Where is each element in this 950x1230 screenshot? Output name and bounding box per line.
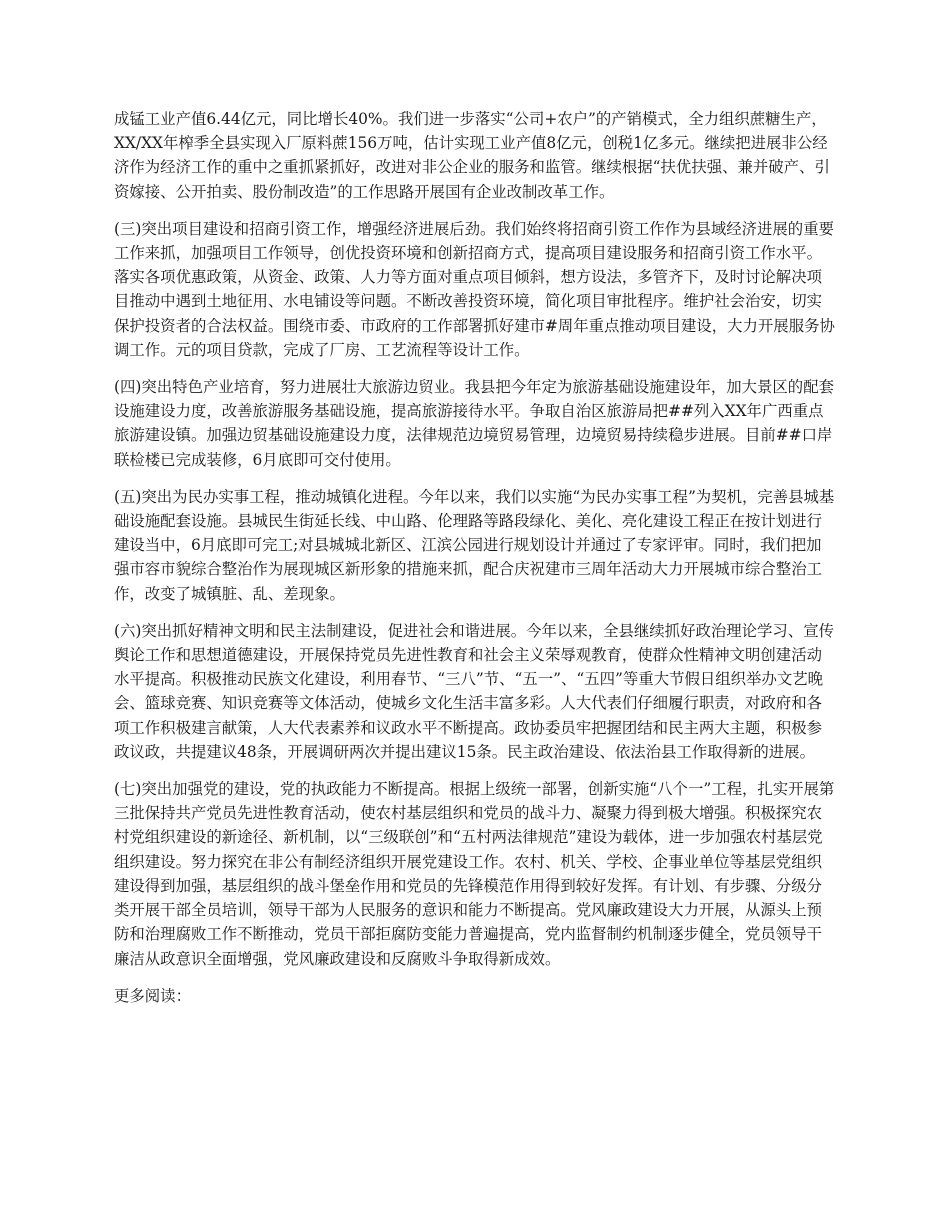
paragraph-industry: 成锰工业产值6.44亿元，同比增长40%。我们进一步落实“公司+农户”的产销模式，全力组织蔗糖生产，XX/XX年榨季全县实现入厂原料蔗156万吨，估计实现工业产值8亿元，创税1亿多元。继续把进展非公经济作为经济工作的重中之重抓紧抓好，改进对非公企业的服务和监管。继续根据“扶优扶强、兼并破产、引资嫁接、公开拍卖、股份制改造”的工作思路开展国有企业改制改革工作。 bbox=[114, 110, 830, 201]
paragraph-projects: (三)突出项目建设和招商引资工作，增强经济进展后劲。我们始终将招商引资工作作为县域经济进展的重要工作来抓，加强项目工作领导，创优投资环境和创新招商方式，提高项目建设服务和招商引资工作水平。落实各项优惠政策，从资金、政策、人力等方面对重点项目倾斜，想方设法，多管齐下，及时讨论解决项目推动中遇到土地征用、水电铺设等问题。不断改善投资环境，简化项目审批程序。维护社会治安，切实保护投资者的合法权益。围绕市委、市政府的工作部署抓好建市#周年重点推动项目建设，大力开展服务协调工作。元的项目贷款，完成了厂房、工艺流程等设计工作。 bbox=[114, 219, 835, 359]
paragraph-civilization: (六)突出抓好精神文明和民主法制建设，促进社会和谐进展。今年以来，全县继续抓好政治理论学习、宣传舆论工作和思想道德建设，开展保持党员先进性教育和社会主义荣辱观教育，使群众性精神文明创建活动水平提高。积极推动民族文化建设，利用春节、“三八”节、“五一”、“五四”等重大节假日组织举办文艺晚会、篮球竞赛、知识竞赛等文体活动，使城乡文化生活丰富多彩。人大代表们仔细履行职责，对政府和各项工作积极建言献策，人大代表素养和议政水平不断提高。政协委员牢把握团结和民主两大主题，积极参政议政，共提建议48条，开展调研两次并提出建议15条。民主政治建设、依法治县工作取得新的进展。 bbox=[114, 621, 834, 761]
paragraph-tourism: (四)突出特色产业培育，努力进展壮大旅游边贸业。我县把今年定为旅游基础设施建设年，加大景区的配套设施建设力度，改善旅游服务基础设施，提高旅游接待水平。争取自治区旅游局把##列入XX年广西重点旅游建设镇。加强边贸基础设施建设力度，法律规范边境贸易管理，边境贸易持续稳步进展。目前##口岸联检楼已完成装修，6月底即可交付使用。 bbox=[114, 378, 834, 469]
more-reading-label: 更多阅读： bbox=[114, 986, 191, 1005]
paragraph-urbanization: (五)突出为民办实事工程，推动城镇化进程。今年以来，我们以实施“为民办实事工程”为契机，完善县城基础设施配套设施。县城民生街延长线、中山路、伦理路等路段绿化、美化、亮化建设工程正在按计划进行建设当中，6月底即可完工;对县城城北新区、江滨公园进行规划设计并通过了专家评审。同时，我们把加强市容市貌综合整治作为展现城区新形象的措施来抓，配合庆祝建市三周年活动大力开展城市综合整治工作，改变了城镇脏、乱、差现象。 bbox=[114, 487, 835, 603]
paragraph-party-building: (七)突出加强党的建设，党的执政能力不断提高。根据上级统一部署，创新实施“八个一”工程，扎实开展第三批保持共产党员先进性教育活动，使农村基层组织和党员的战斗力、凝聚力得到极大增强。积极探究农村党组织建设的新途径、新机制，以“三级联创”和“五村两法律规范”建设为载体，进一步加强农村基层党组织建设。努力探究在非公有制经济组织开展党建设工作。农村、机关、学校、企事业单位等基层党组织建设得到加强，基层组织的战斗堡垒作用和党员的先锋模范作用得到较好发挥。有计划、有步骤、分级分类开展干部全员培训，领导干部为人民服务的意识和能力不断提高。党风廉政建设大力开展，从源头上预防和治理腐败工作不断推动，党员干部拒腐防变能力普遍提高，党内监督制约机制逐步健全，党员领导干廉洁从政意识全面增强，党风廉政建设和反腐败斗争取得新成效。 bbox=[114, 780, 835, 968]
